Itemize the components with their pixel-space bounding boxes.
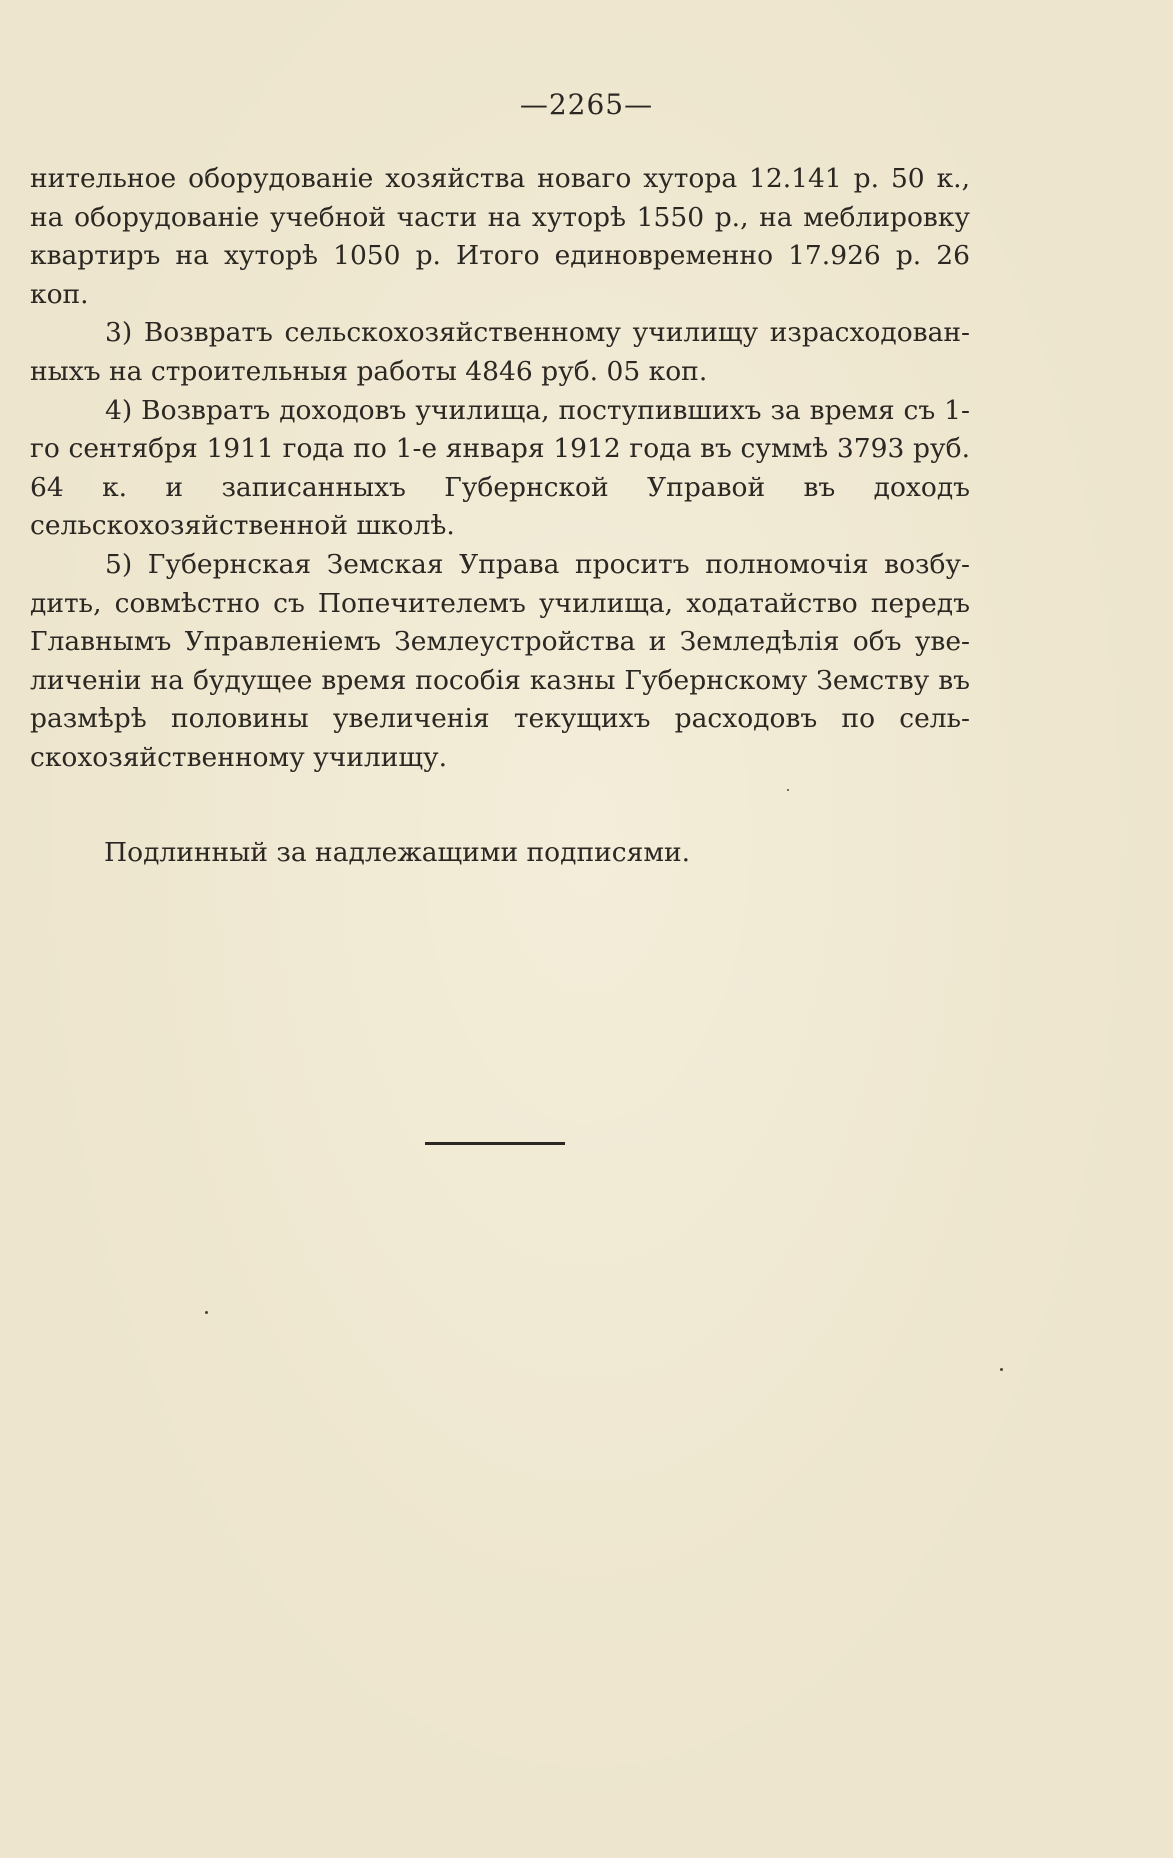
paragraph-item-4: 4) Возвратъ доходовъ училища, поступившихъ за время съ 1-го сентября 1911 года по 1-е января 1912 года въ суммѣ 3793 руб. 64 к. и записанныхъ Губернской Управой въ доходъ сельскохозяйственной школѣ.: [30, 394, 970, 542]
body-text: [30, 160, 970, 778]
print-speck: [787, 789, 789, 791]
paragraph-continuation: нительное оборудованіе хозяйства новаго хутора 12.141 р. 50 к., на оборудованіе учебной части на хуторѣ 1550 р., на меблировку квартиръ на хуторѣ 1050 р. Итого единовременно 17.926 р. 26 коп.: [30, 163, 970, 310]
end-rule-divider: [425, 1142, 565, 1145]
paragraph-item-3: 3) Возвратъ сельскохозяйственному училищу израсходованныхъ на строительныя работы 4846 руб. 05 коп.: [30, 317, 970, 387]
signature-note: Подлинный за надлежащими подписями.: [104, 837, 691, 868]
page-number: —2265—: [519, 88, 654, 121]
paragraph-item-5: 5) Губернская Земская Управа проситъ полномочія возбудить, совмѣстно съ Попечителемъ училища, ходатайство передъ Главнымъ Управленіемъ Землеустройства и Земледѣлія объ увеличеніи на будущее время пособія казны Губернскому Земству въ размѣрѣ половины увеличенія текущихъ расходовъ по сельскохозяйственному училищу.: [30, 548, 970, 773]
print-speck: [1000, 1368, 1003, 1371]
print-speck: [205, 1311, 208, 1314]
